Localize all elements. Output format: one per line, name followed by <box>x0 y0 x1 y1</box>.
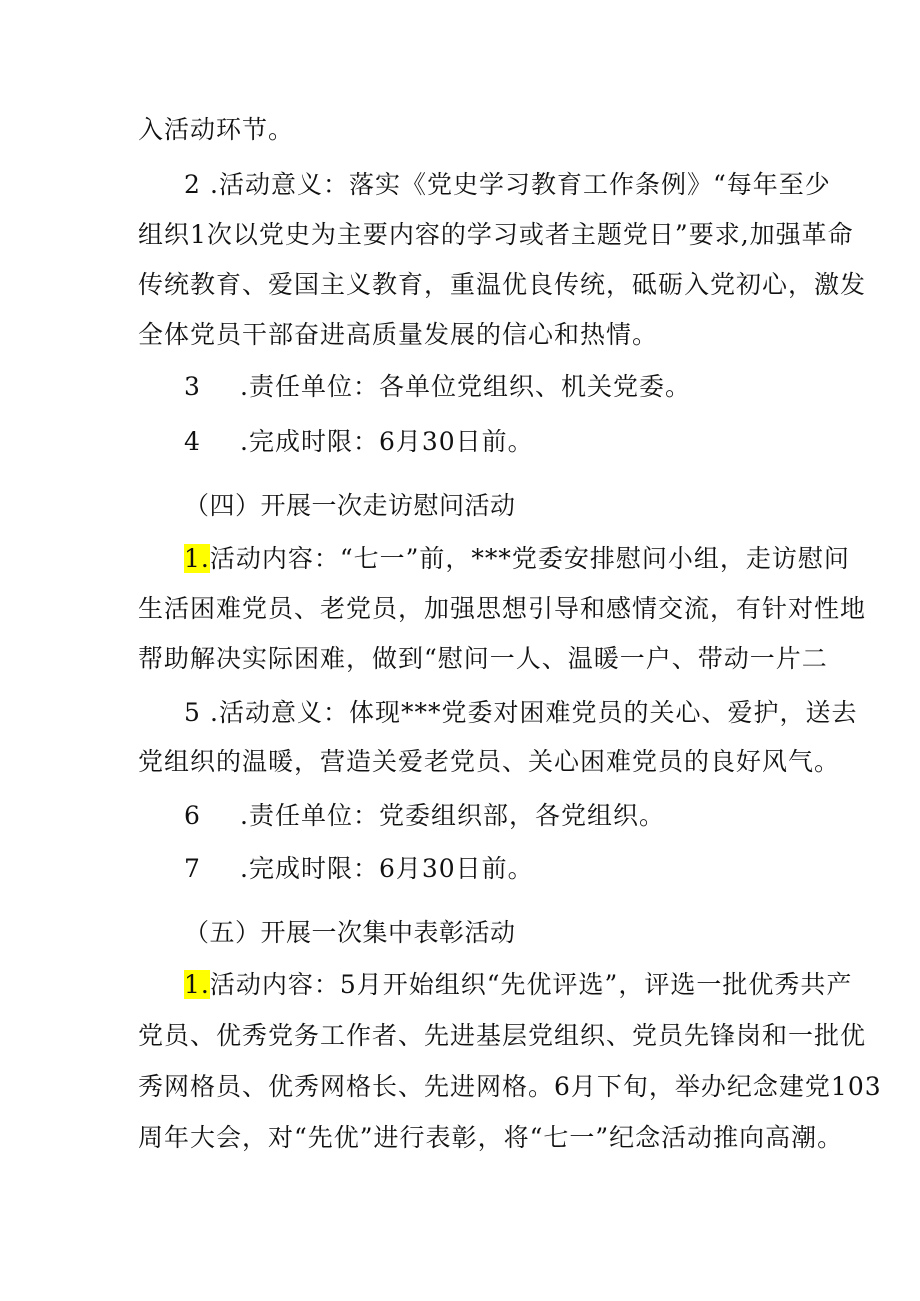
line-text: 周年大会，对“先优”进行表彰，将“七一”纪念活动推向高潮。 <box>138 1123 844 1152</box>
list-number: 3 <box>184 372 201 401</box>
list-number: 6 <box>184 801 201 830</box>
list-item-4 <box>184 426 534 458</box>
list-dot: . <box>210 698 219 727</box>
line-text: 入活动环节。 <box>138 115 295 144</box>
paragraph-line <box>138 219 854 251</box>
line-text: 活动内容：5月开始组织“先优评选”，评选一批优秀共产 <box>209 970 853 999</box>
list-item-1b <box>184 969 852 1001</box>
paragraph-line <box>138 1020 866 1052</box>
line-text: .责任单位：党委组织部，各党组织。 <box>240 801 665 830</box>
line-text: .完成时限：6月30日前。 <box>240 427 534 456</box>
paragraph-line <box>138 269 866 301</box>
paragraph-line <box>138 1071 882 1103</box>
list-item-2 <box>184 169 831 201</box>
list-item-7 <box>184 853 534 885</box>
list-number: 7 <box>184 854 201 883</box>
paragraph-line <box>138 593 866 625</box>
line-text: 传统教育、爱国主义教育，重温优良传统，砥砺入党初心，激发 <box>138 270 867 299</box>
list-item-3 <box>184 371 691 403</box>
line-text: .完成时限：6月30日前。 <box>240 854 534 883</box>
paragraph-line <box>138 643 828 675</box>
line-text: 党员、优秀党务工作者、先进基层党组织、党员先锋岗和一批优 <box>138 1021 867 1050</box>
line-text: 党组织的温暖，营造关爱老党员、关心困难党员的良好风气。 <box>138 747 841 776</box>
list-number: 2 <box>184 170 201 199</box>
list-item-6 <box>184 800 665 832</box>
list-item-5 <box>184 697 857 729</box>
line-text: 秀网格员、优秀网格长、先进网格。6月下旬，举办纪念建党103 <box>138 1072 882 1101</box>
line-text: 生活困难党员、老党员，加强思想引导和感情交流，有针对性地 <box>138 594 867 623</box>
paragraph-line <box>138 114 294 146</box>
heading-text: （四）开展一次走访慰问活动 <box>184 491 516 520</box>
paragraph-line <box>138 1122 843 1154</box>
highlighted-number: 1. <box>184 970 210 999</box>
line-text: 组织1次以党史为主要内容的学习或者主题党日”要求,加强革命 <box>138 220 854 249</box>
list-item-1a <box>184 543 850 575</box>
list-dot: . <box>210 170 219 199</box>
section-heading-5 <box>184 917 516 949</box>
paragraph-line <box>138 746 840 778</box>
line-text: 活动内容：“七一”前，***党委安排慰问小组，走访慰问 <box>209 544 850 573</box>
section-heading-4 <box>184 490 516 522</box>
line-text: 活动意义：体现***党委对困难党员的关心、爱护，送去 <box>218 698 858 727</box>
highlighted-number: 1. <box>184 544 210 573</box>
list-number: 5 <box>184 698 201 727</box>
list-number: 4 <box>184 427 201 456</box>
line-text: .责任单位：各单位党组织、机关党委。 <box>240 372 691 401</box>
heading-text: （五）开展一次集中表彰活动 <box>184 918 516 947</box>
line-text: 帮助解决实际困难，做到“慰问一人、温暖一户、带动一片二 <box>138 644 828 673</box>
paragraph-line <box>138 319 658 351</box>
line-text: 活动意义：落实《党史学习教育工作条例》“每年至少 <box>218 170 831 199</box>
line-text: 全体党员干部奋进高质量发展的信心和热情。 <box>138 320 659 349</box>
